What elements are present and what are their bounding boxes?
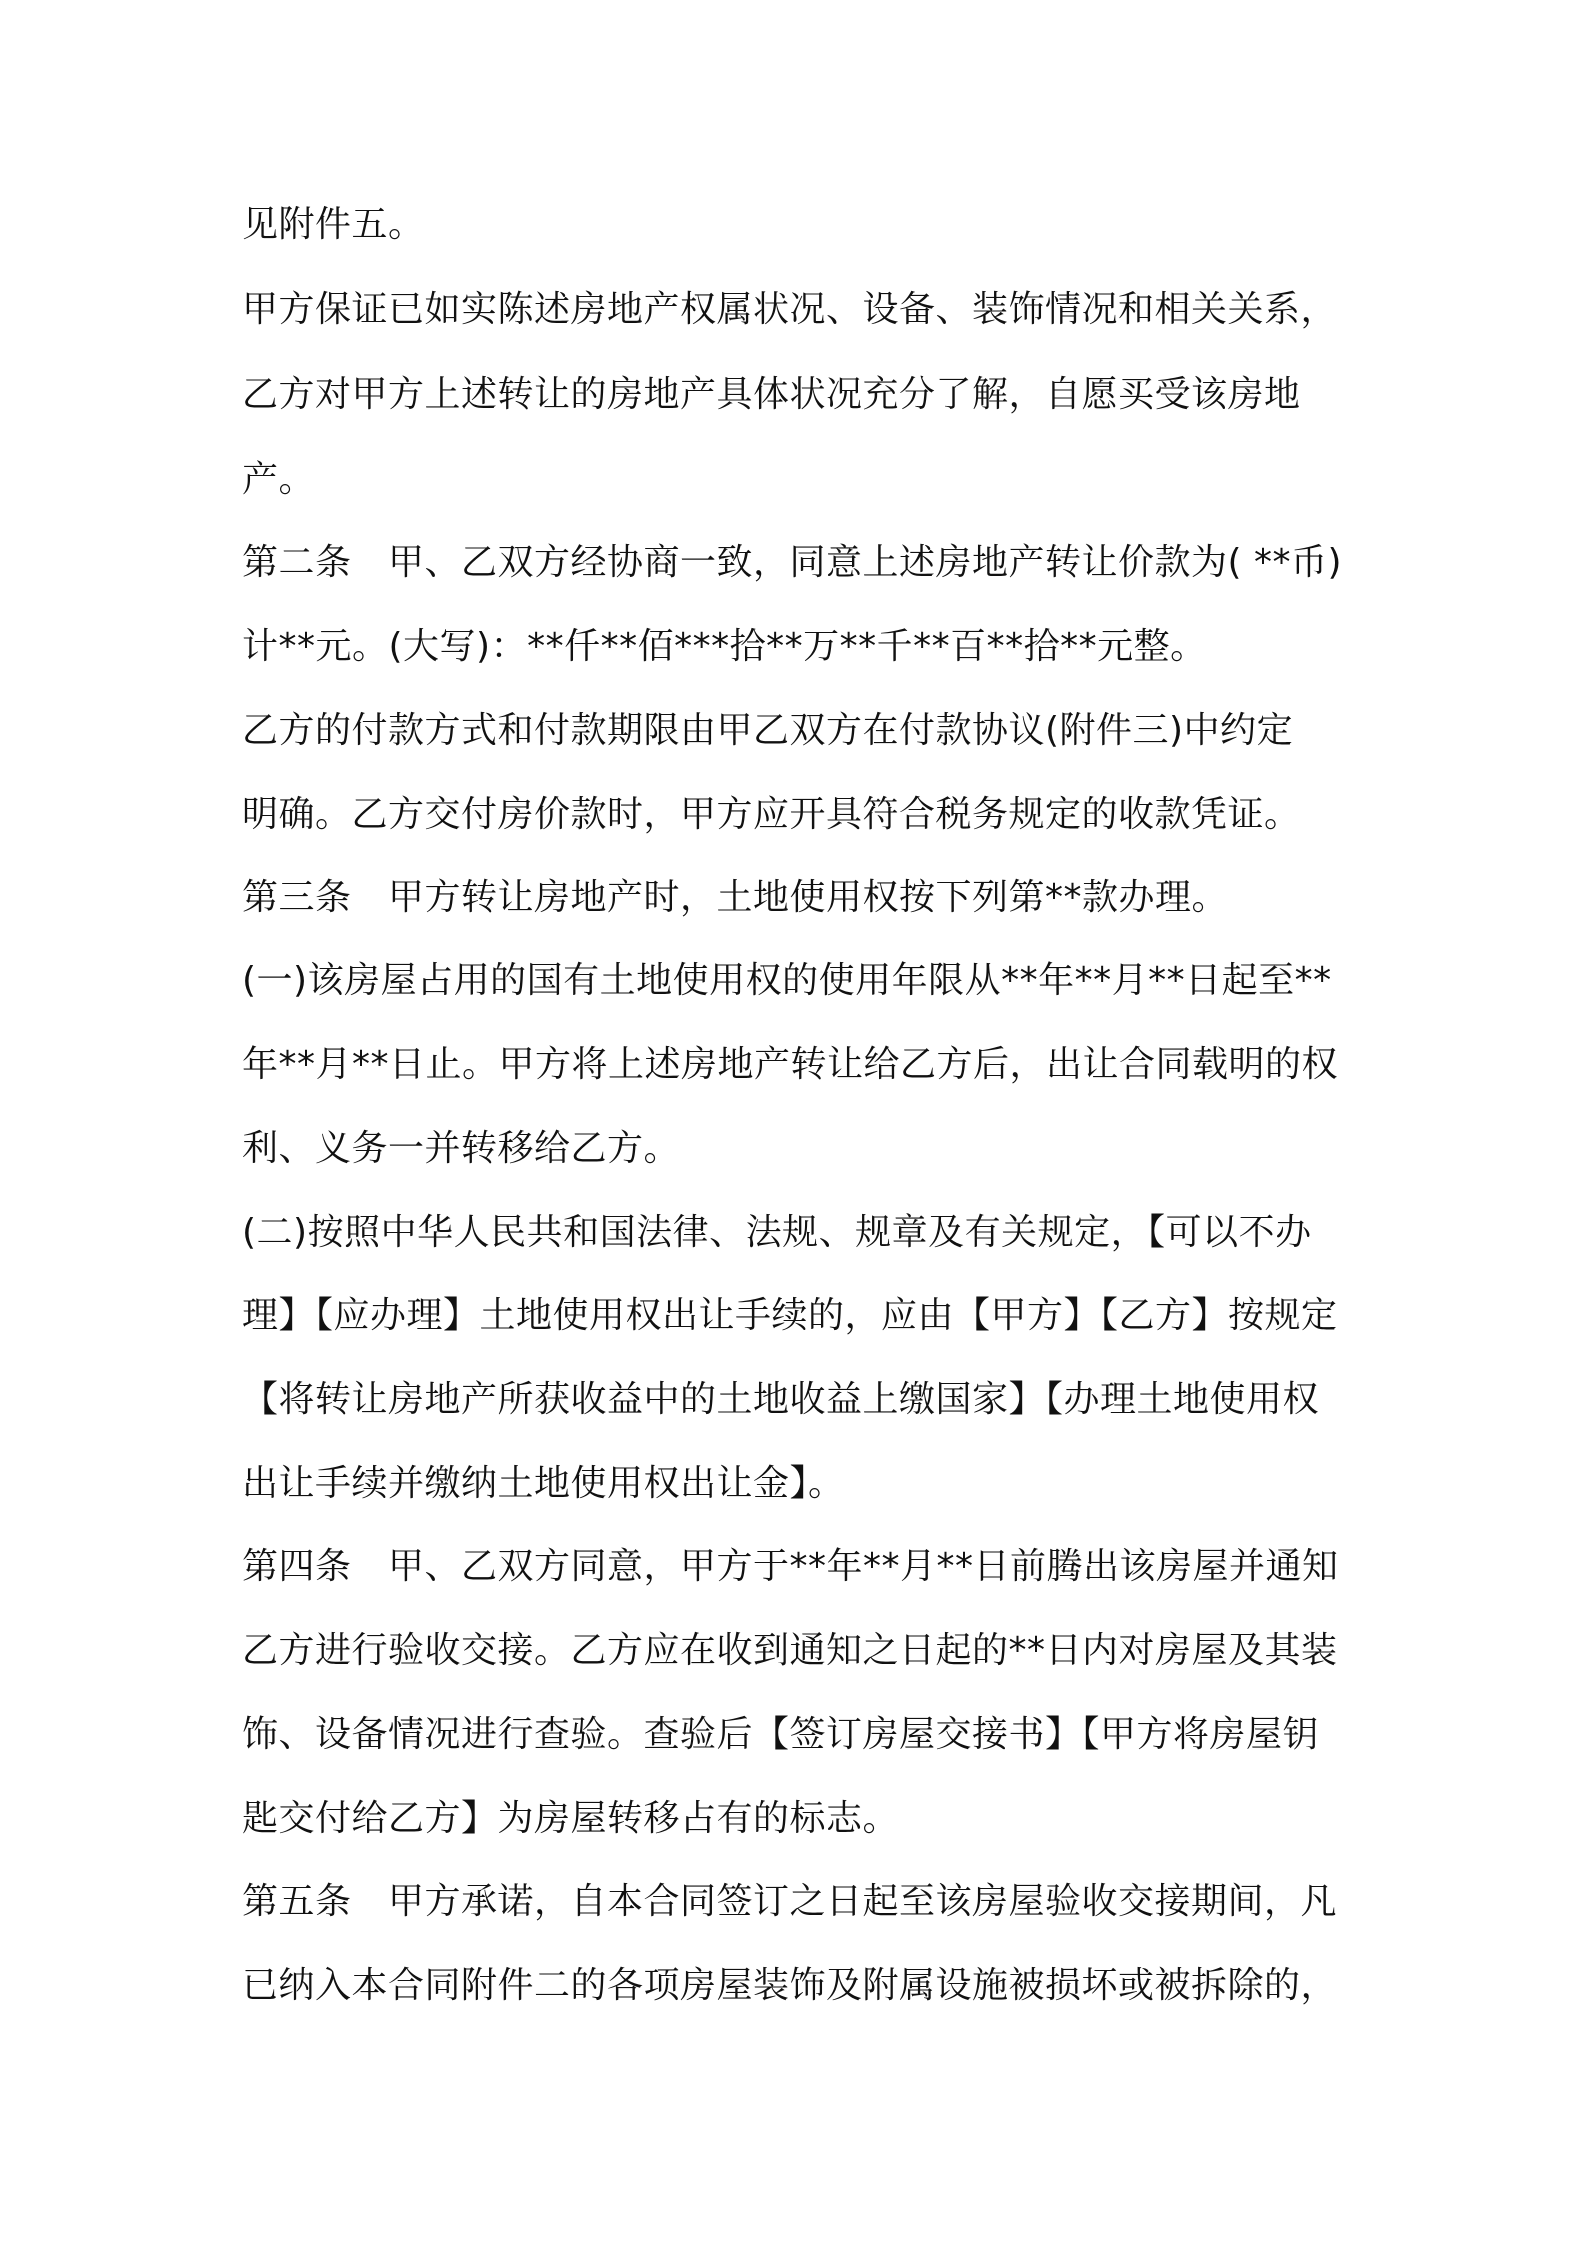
text-line: 乙方的付款方式和付款期限由甲乙双方在付款协议(附件三)中约定	[242, 710, 1294, 751]
text-line: 饰、设备情况进行查验。查验后【签订房屋交接书】【甲方将房屋钥	[242, 1714, 1320, 1755]
text-line: 乙方进行验收交接。乙方应在收到通知之日起的**日内对房屋及其装	[242, 1630, 1338, 1671]
text-line: (二)按照中华人民共和国法律、法规、规章及有关规定，【可以不办	[242, 1212, 1312, 1253]
text-line: (一)该房屋占用的国有土地使用权的使用年限从**年**月**日起至**	[242, 960, 1332, 1001]
text-line: 利、义务一并转移给乙方。	[242, 1128, 681, 1169]
text-line: 匙交付给乙方】为房屋转移占有的标志。	[242, 1798, 900, 1839]
text-line: 见附件五。	[242, 204, 425, 245]
text-line: 理】【应办理】土地使用权出让手续的，应由【甲方】【乙方】按规定	[242, 1295, 1338, 1336]
text-line: 年**月**日止。甲方将上述房地产转让给乙方后，出让合同载明的权	[242, 1044, 1339, 1085]
text-line: 甲方保证已如实陈述房地产权属状况、设备、装饰情况和相关关系，	[242, 289, 1338, 330]
text-line: 【将转让房地产所获收益中的土地收益上缴国家】【办理土地使用权	[242, 1379, 1320, 1420]
text-line: 计**元。(大写)：**仟**佰***拾**万**千**百**拾**元整。	[242, 626, 1207, 667]
text-line: 已纳入本合同附件二的各项房屋装饰及附属设施被损坏或被拆除的，	[242, 1965, 1338, 2006]
text-line: 乙方对甲方上述转让的房地产具体状况充分了解，自愿买受该房地	[242, 374, 1301, 415]
text-line: 明确。乙方交付房价款时，甲方应开具符合税务规定的收款凭证。	[242, 794, 1301, 835]
text-line: 第二条 甲、乙双方经协商一致，同意上述房地产转让价款为( **币)	[242, 542, 1343, 583]
text-line: 产。	[242, 459, 316, 500]
text-line: 第五条 甲方承诺，自本合同签订之日起至该房屋验收交接期间，凡	[242, 1881, 1338, 1922]
text-line: 第三条 甲方转让房地产时，土地使用权按下列第**款办理。	[242, 877, 1229, 918]
text-line: 第四条 甲、乙双方同意，甲方于**年**月**日前腾出该房屋并通知	[242, 1546, 1339, 1587]
text-line: 出让手续并缴纳土地使用权出让金】。	[242, 1463, 845, 1504]
